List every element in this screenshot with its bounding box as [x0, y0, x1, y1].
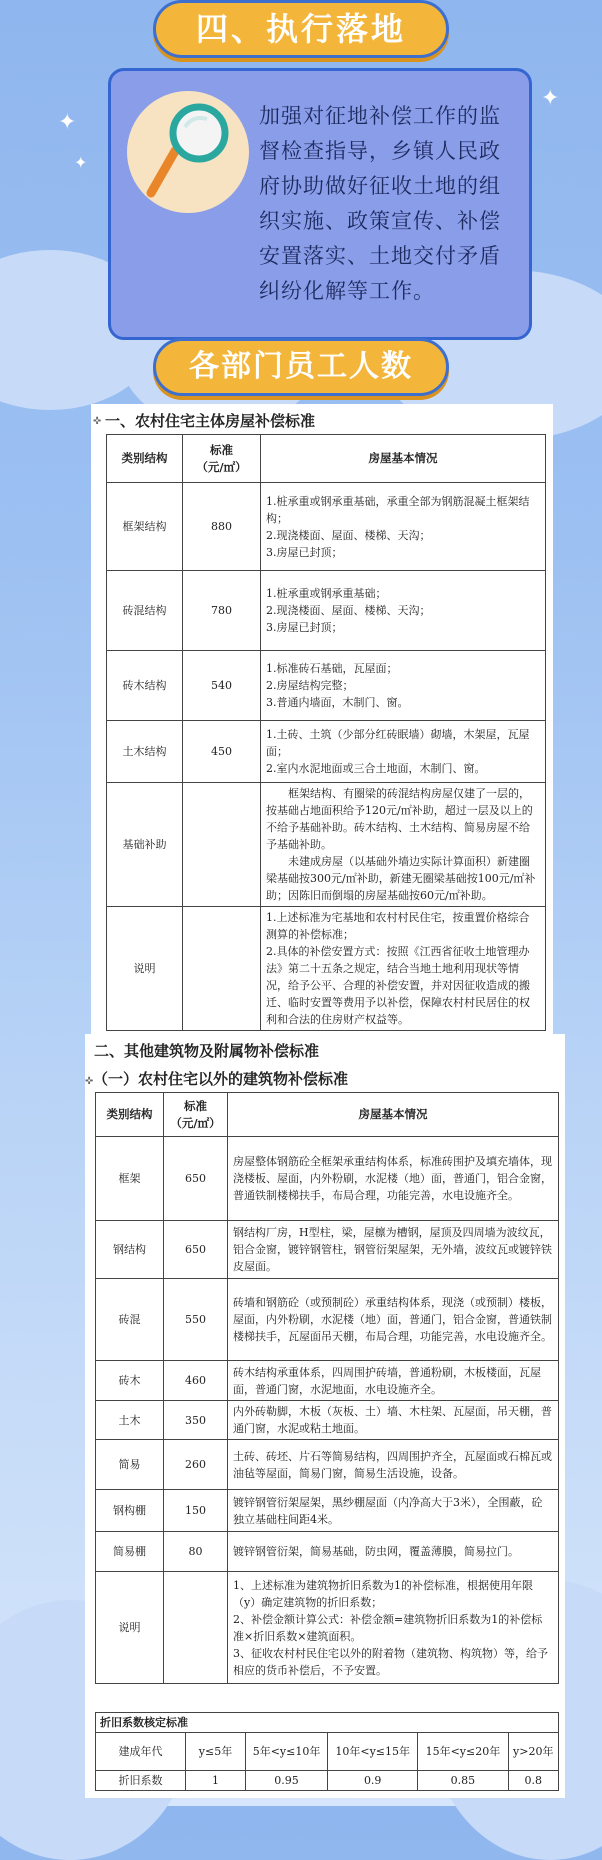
- standard-cell: 260: [164, 1440, 228, 1490]
- description-cell: 土砖、砖坯、片石等简易结构，四周围护齐全，瓦屋面或石棉瓦或油毡等屋面，简易门窗，简易生活设施，设备。: [228, 1440, 559, 1490]
- column-header: 类别结构: [96, 1093, 164, 1137]
- category-cell: 砖木: [96, 1361, 164, 1401]
- magnifier-icon: [127, 91, 249, 213]
- table-row: [96, 1401, 559, 1440]
- sparkle-star-icon: ✦: [74, 153, 88, 172]
- info-card: [108, 68, 532, 340]
- table-row: [96, 1440, 559, 1490]
- description-cell: 砖墙和钢筋砼（或预制砼）承重结构体系，现浇（或预制）楼板，屋面，内外粉刷，水泥楼（地）面，普通门，铝合金窗，普通铁制楼梯扶手，瓦屋面吊天棚，布局合理，功能完善，水电设施齐全。: [228, 1279, 559, 1361]
- depreciation-factor-cell: 0.85: [418, 1771, 508, 1791]
- table-row: [96, 1572, 559, 1684]
- table-row: [107, 783, 546, 907]
- standard-cell: 460: [164, 1361, 228, 1401]
- standard-cell: 150: [164, 1490, 228, 1532]
- table-row: [96, 1532, 559, 1572]
- depreciation-table: [95, 1712, 559, 1791]
- table-subheading: （一）农村住宅以外的建筑物补偿标准: [93, 1070, 349, 1088]
- standard-cell: 880: [183, 483, 261, 571]
- standard-cell: 650: [164, 1221, 228, 1279]
- depreciation-row-label: 建成年代: [96, 1733, 186, 1771]
- depreciation-factor-cell: 0.95: [246, 1771, 328, 1791]
- table-row: [96, 1279, 559, 1361]
- depreciation-factor-cell: 0.9: [328, 1771, 418, 1791]
- depreciation-title: 折旧系数核定标准: [96, 1713, 559, 1733]
- other-buildings-table-document: [85, 1034, 565, 1798]
- description-cell: 镀锌钢管衍架屋架，黑纱棚屋面（内净高大于3米），全围蔽，砼独立基础柱间距4米。: [228, 1490, 559, 1532]
- description-cell: 1.桩承重或钢承重基础，承重全部为钢筋混凝土框架结构； 2.现浇楼面、屋面、楼梯、天沟； 3.房屋已封顶；: [261, 483, 546, 571]
- standard-cell: 540: [183, 651, 261, 721]
- table-row: [107, 483, 546, 571]
- table-row: [107, 651, 546, 721]
- description-cell: 1.土砖、土筑（少部分红砖眠墙）砌墙，木架屋，瓦屋面； 2.室内水泥地面或三合土地面，木制门、窗。: [261, 721, 546, 783]
- housing-compensation-table: [106, 434, 546, 1031]
- category-cell: 说明: [96, 1572, 164, 1684]
- category-cell: 钢构棚: [96, 1490, 164, 1532]
- description-cell: 内外砖勒脚，木板（灰板、土）墙、木柱架、瓦屋面，吊天棚，普通门窗，水泥或粘土地面。: [228, 1401, 559, 1440]
- depreciation-period-cell: 5年<y≤10年: [246, 1733, 328, 1771]
- sparkle-star-icon: ✦: [58, 110, 77, 135]
- description-cell: 1.标准砖石基础，瓦屋面； 2.房屋结构完整； 3.普通内墙面，木制门、窗。: [261, 651, 546, 721]
- category-cell: 基础补助: [107, 783, 183, 907]
- description-cell: 砖木结构承重体系，四周围护砖墙，普通粉刷，木板楼面，瓦屋面，普通门窗，水泥地面，水电设施齐全。: [228, 1361, 559, 1401]
- category-cell: 土木结构: [107, 721, 183, 783]
- category-cell: 简易棚: [96, 1532, 164, 1572]
- standard-cell: 450: [183, 721, 261, 783]
- category-cell: 砖混结构: [107, 571, 183, 651]
- table-move-handle-icon: ✜: [93, 416, 102, 427]
- table-row: [96, 1221, 559, 1279]
- table-row: [96, 1490, 559, 1532]
- section-title-pill: [153, 338, 449, 396]
- category-cell: 砖木结构: [107, 651, 183, 721]
- description-cell: 1.桩承重或钢承重基础； 2.现浇楼面、屋面、楼梯、天沟； 3.房屋已封顶；: [261, 571, 546, 651]
- table-row: [107, 907, 546, 1031]
- table-row: [107, 571, 546, 651]
- column-header: 标准 （元/㎡）: [183, 435, 261, 483]
- column-header: 标准 （元/㎡）: [164, 1093, 228, 1137]
- standard-cell: [183, 907, 261, 1031]
- table-move-handle-icon: ✜: [85, 1076, 94, 1087]
- building-compensation-table: [95, 1092, 559, 1684]
- standard-cell: 550: [164, 1279, 228, 1361]
- column-header: 房屋基本情况: [261, 435, 546, 483]
- depreciation-factor-cell: 0.8: [508, 1771, 558, 1791]
- section-title: 四、执行落地: [195, 10, 406, 48]
- depreciation-period-cell: y≤5年: [186, 1733, 246, 1771]
- depreciation-period-cell: 10年<y≤15年: [328, 1733, 418, 1771]
- category-cell: 框架: [96, 1137, 164, 1221]
- description-cell: 1、上述标准为建筑物折旧系数为1的补偿标准，根据使用年限（y）确定建筑物的折旧系数； 2、补偿金额计算公式：补偿金额=建筑物折旧系数为1的补偿标准×折旧系数×建筑面积。 3、征收农村村民住宅以外的附着物（建筑物、构筑物）等，给予相应的货币补偿后，不予安置。: [228, 1572, 559, 1684]
- description-cell: 1.上述标准为宅基地和农村村民住宅，按重置价格综合测算的补偿标准； 2.具体的补偿安置方式：按照《江西省征收土地管理办法》第二十五条之规定，结合当地土地利用现状等情况，给予公平、合理的补偿安置，并对因征收造成的搬迁、临时安置等费用予以补偿，保障农村村民居住的权利和合法的住房财产权益等。: [261, 907, 546, 1031]
- depreciation-factor-cell: 1: [186, 1771, 246, 1791]
- standard-cell: 350: [164, 1401, 228, 1440]
- depreciation-period-cell: 15年<y≤20年: [418, 1733, 508, 1771]
- category-cell: 简易: [96, 1440, 164, 1490]
- category-cell: 说明: [107, 907, 183, 1031]
- sparkle-star-icon: ✦: [541, 86, 560, 111]
- standard-cell: 80: [164, 1532, 228, 1572]
- table-row: [96, 1361, 559, 1401]
- depreciation-period-cell: y>20年: [508, 1733, 558, 1771]
- standard-cell: 780: [183, 571, 261, 651]
- standard-cell: 650: [164, 1137, 228, 1221]
- description-cell: 钢结构厂房，H型柱，梁，屋檩为槽钢，屋顶及四周墙为波纹瓦，铝合金窗，镀锌钢管柱，钢管衍架屋架，无外墙，波纹瓦或镀锌铁皮屋面。: [228, 1221, 559, 1279]
- column-header: 类别结构: [107, 435, 183, 483]
- category-cell: 土木: [96, 1401, 164, 1440]
- compensation-table-document: [91, 404, 553, 1034]
- table-heading: 一、农村住宅主体房屋补偿标准: [105, 412, 316, 430]
- category-cell: 砖混: [96, 1279, 164, 1361]
- section-title: 各部门员工人数: [189, 349, 413, 384]
- section-title-pill: [153, 0, 449, 58]
- table-row: [96, 1137, 559, 1221]
- description-cell: 房屋整体钢筋砼全框架承重结构体系，标准砖围护及填充墙体，现浇楼板、屋面，内外粉刷，水泥楼（地）面，普通门，铝合金窗，普通铁制楼梯扶手，布局合理，功能完善，水电设施齐全。: [228, 1137, 559, 1221]
- category-cell: 钢结构: [96, 1221, 164, 1279]
- depreciation-row-label: 折旧系数: [96, 1771, 186, 1791]
- info-card-text: 加强对征地补偿工作的监督检查指导，乡镇人民政府协助做好征收土地的组织实施、政策宣传、补偿安置落实、土地交付矛盾纠纷化解等工作。: [259, 104, 501, 303]
- description-cell: 镀锌钢管衍架，简易基础，防虫网，覆盖薄膜，简易拉门。: [228, 1532, 559, 1572]
- table-row: [107, 721, 546, 783]
- standard-cell: [183, 783, 261, 907]
- standard-cell: [164, 1572, 228, 1684]
- description-cell: 框架结构、有圈梁的砖混结构房屋仅建了一层的，按基础占地面积给予120元/㎡补助，超过一层及以上的不给予基础补助。砖木结构、土木结构、简易房屋不给予基础补助。 未建成房屋（以基础外墙边实际计算面积）新建圈梁基础按300元/㎡补助，新建无圈梁基础按100元/㎡补助；因陈旧而倒塌的房屋基础按60元/㎡补助。: [261, 783, 546, 907]
- column-header: 房屋基本情况: [228, 1093, 559, 1137]
- table-heading: 二、其他建筑物及附属物补偿标准: [94, 1042, 320, 1060]
- category-cell: 框架结构: [107, 483, 183, 571]
